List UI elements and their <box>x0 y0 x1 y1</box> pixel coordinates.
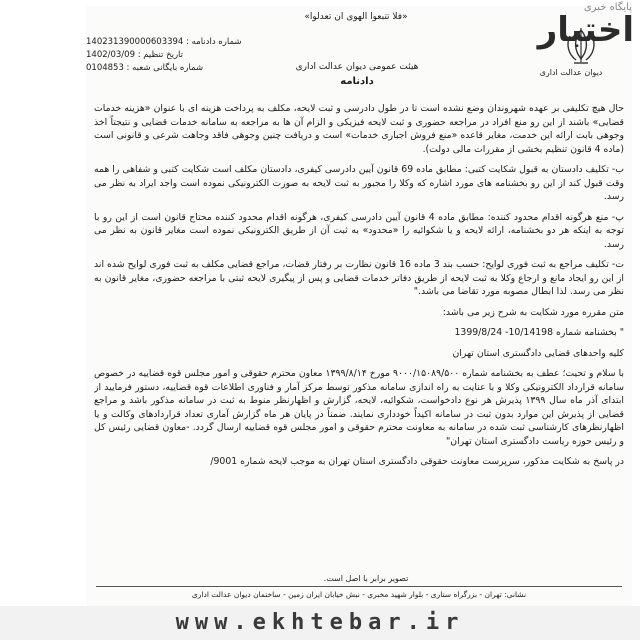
verse-header: «فلا تتبعوا الهوی ان تعدلوا» <box>304 12 408 22</box>
archive-number: شماره بایگانی شعبه : 0104853 <box>86 63 204 73</box>
paragraph: کلیه واحدهای قضایی دادگستری استان تهران <box>452 347 624 359</box>
paragraph: پ- منع هرگونه اقدام محدود کننده: مطابق ماده 4 قانون آیین دادرسی کیفری، هرگونه اقدام محدود کننده محتاج قانون است از این رو با توجه به اینکه هر دو بخشنامه، ارائه لایحه و یا شکوائیه را «محدود» به ثبت آن از طریق الکترونیکی نموده است مغایر قانون به نظر می رسد. <box>94 211 624 250</box>
site-watermark <box>516 0 636 64</box>
paragraph: با سلام و تحیت؛ عطف به بخشنامه شماره ۹۰۰۰/۱۵۰۸۹/۵۰۰ مورخ ۱۳۹۹/۸/۱۴ معاون محترم حقوقی و امور مجلس قوه قضاییه در خصوص سامانه قرارداد الکترونیکی وکلا و با عنایت به راه اندازی سامانه مذکور توسط مرکز آمار و فناوری اطلاعات قوه قضاییه، دستور فرمایید از ابتدای آذر ماه سال ۱۳۹۹ پذیرش هر نوع دادخواست، شکوائیه، لایحه، گزارش و اظهارنظر منوط به ثبت در سامانه مذکور باشد و مراجع قضایی از پذیرش این موارد بدون ثبت در سامانه اکیداً خودداری نمایند. ضمناً در پایان هر ماه گزارش آماری تعداد قراردادهای وکالت و یا اظهارنظرهای کارشناسی ثبت شده در سامانه به معاونت محترم حقوقی و امور مجلس قوه قضاییه ارسال گردد. -معاون قضایی رئیس کل و رئیس حوزه ریاست دادگستری استان تهران" <box>94 368 624 447</box>
document-page <box>86 6 632 606</box>
site-url[interactable]: www.ekhtebar.ir <box>175 610 465 635</box>
paragraph: ب- تکلیف دادستان به قبول شکایت کتبی: مطابق ماده 69 قانون آیین دادرسی کیفری، دادستان مکلف است شکایت کتبی و شفاهی را همه وقت قبول کند از این رو بخشنامه های مورد اشاره که وکلا را مجبور به ثبت لایحه به صورت الکترونیکی نموده است واجد ایراد به نظر می رسد. <box>94 164 624 202</box>
paragraph: متن مقرره مورد شکایت به شرح زیر می باشد: <box>442 306 624 318</box>
paragraph: " بخشنامه شماره 10/14198- 1399/8/24 <box>454 327 624 338</box>
watermark-caption: پایگاه خبری <box>583 2 632 13</box>
document-metadata <box>86 36 286 75</box>
document-type: دادنامه <box>340 76 374 87</box>
footer-divider <box>96 586 622 587</box>
document-body <box>94 102 624 572</box>
url-banner <box>0 606 640 640</box>
case-number: شماره دادنامه : 140231390000603394 <box>86 37 242 47</box>
document-issuer: هیئت عمومی دیوان عدالت اداری <box>295 62 419 72</box>
paragraph: حال هیچ تکلیفی بر عهده شهروندان وضع نشده است تا در طول دادرسی و ثبت لایحه، مکلف به پرداخت هزینه ای با عنوان «هزینه خدمات قضایی» باشند از این رو منع افراد در مراجعه حضوری و ثبت لایحه فیزیکی و الزام آن ها به مراجعه به سامانه خدمات قضایی و نتیجتاً اخذ وجوهی بابت ارائه این خدمت، مغایر قاعده «منع فروش اجباری خدمات» است و دریافت چنین وجوهی فاقد وجاهت شرعی و قانونی است (ماده 4 قانون تنظیم بخشی از مقررات مالی دولت). <box>94 103 624 155</box>
paragraph: در پاسخ به شکایت مذکور، سرپرست معاونت حقوقی دادگستری استان تهران به موجب لایحه شماره 9001/ <box>210 456 624 467</box>
court-address: نشانی: تهران - بزرگراه ستاری - بلوار شهید مخبری - نبش خیابان ایران زمین - ساختمان دیوان عدالت اداری <box>191 590 527 599</box>
paragraph: ت- تکلیف مراجع به ثبت فوری لوایح: حسب بند 3 ماده 16 قانون نظارت بر رفتار قضات، مراجع قضایی مکلف به ثبت فوری لوایح شده اند از این رو ایجاد مانع و ارجاع وکلا به ثبت لایحه از طریق دفاتر خدمات قضایی و پس از پیگیری لایحه ثبتی با مراجعه حضوری، مغایر قانون به نظر می رسد. لذا ابطال مصوبه مورد تقاضا می باشد." <box>94 259 624 297</box>
court-name: دیوان عدالت اداری <box>539 68 603 77</box>
copy-certification: تصویر برابر با اصل است. <box>323 574 409 583</box>
issue-date: تاریخ تنظیم : 1402/03/09 <box>86 50 184 60</box>
watermark-logo: اختبار <box>537 10 634 50</box>
